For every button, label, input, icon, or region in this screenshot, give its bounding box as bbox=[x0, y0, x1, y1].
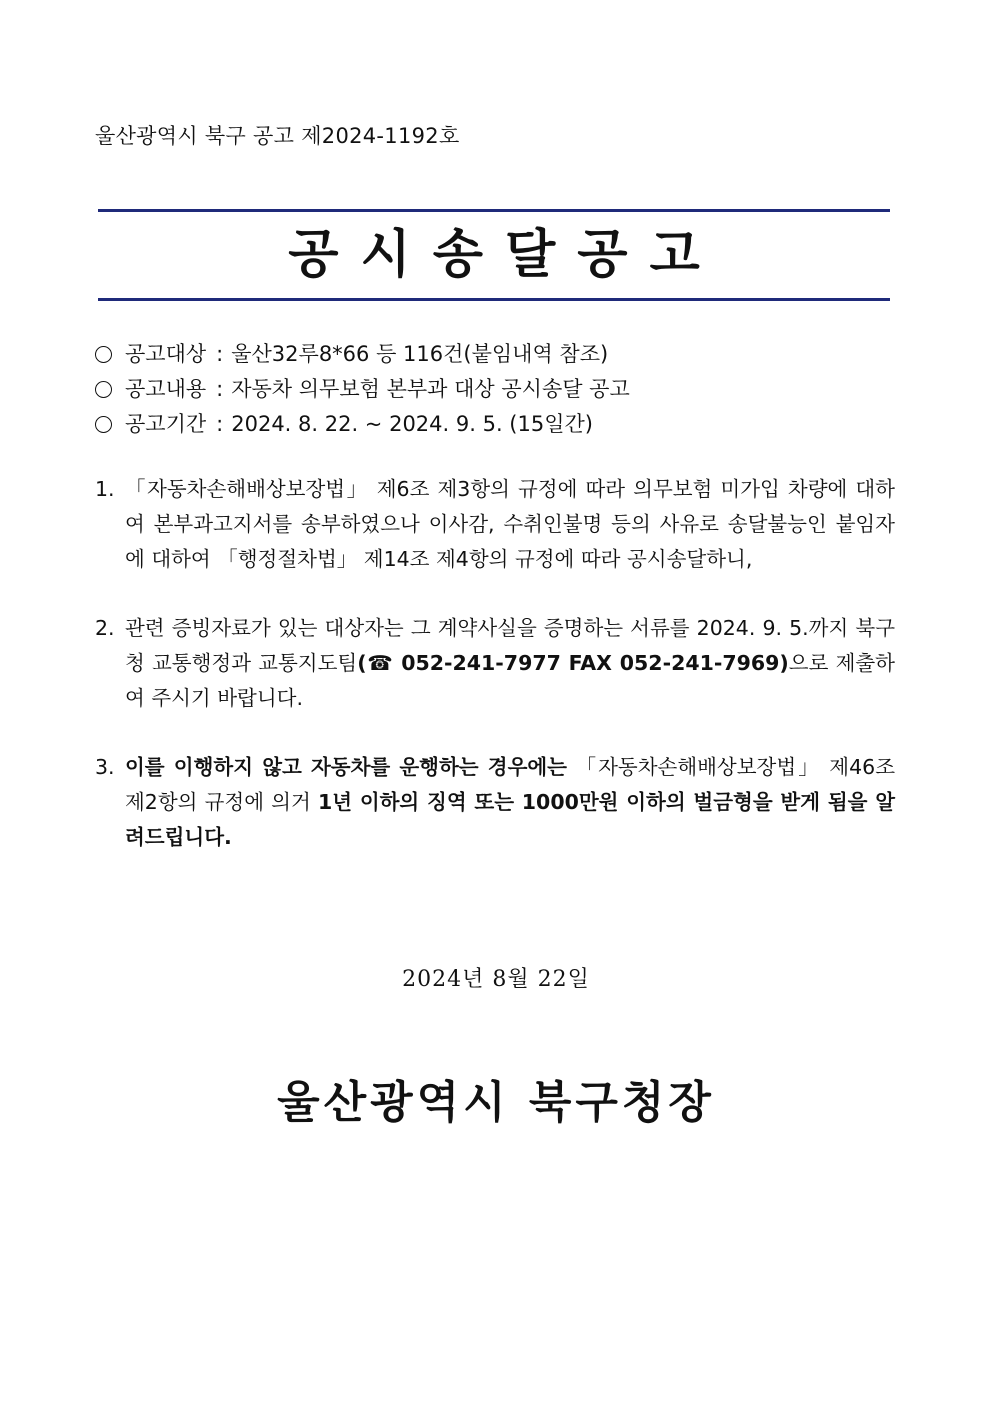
paragraph-text-part: 「자동차손해배상보장법」 제46조 제2항의 규정에 의거 bbox=[125, 755, 895, 814]
paragraph-1 bbox=[95, 472, 895, 577]
paragraph-number: 2. bbox=[95, 616, 115, 640]
summary-row-target bbox=[95, 337, 895, 372]
circle-bullet-icon bbox=[95, 381, 112, 398]
summary-value: 울산32루8*66 등 116건(붙임내역 참조) bbox=[231, 342, 609, 366]
summary-value: 2024. 8. 22. ~ 2024. 9. 5. (15일간) bbox=[231, 412, 593, 436]
warning-text: 이를 이행하지 않고 자동차를 운행하는 경우에는 bbox=[125, 755, 567, 779]
issuer-name: 울산광역시 북구청장 bbox=[277, 1077, 715, 1128]
summary-label: 공고대상 bbox=[125, 342, 207, 366]
paragraph-text-part: 으로 제출하여 주시기 바랍니다. bbox=[125, 651, 895, 710]
summary-row-period bbox=[95, 407, 895, 442]
summary-colon: : bbox=[216, 412, 224, 436]
paragraph-2 bbox=[95, 611, 895, 716]
notice-date: 2024년 8월 22일 bbox=[402, 967, 590, 992]
paragraph-number: 3. bbox=[95, 755, 115, 779]
summary-row-content bbox=[95, 372, 895, 407]
summary-value: 자동차 의무보험 본부과 대상 공시송달 공고 bbox=[231, 377, 630, 401]
summary-label: 공고내용 bbox=[125, 377, 207, 401]
notice-number: 울산광역시 북구 공고 제2024-1192호 bbox=[95, 124, 460, 148]
paragraph-text bbox=[125, 750, 895, 855]
summary-label: 공고기간 bbox=[125, 412, 207, 436]
circle-bullet-icon bbox=[95, 416, 112, 433]
title-rule-top bbox=[98, 209, 890, 212]
paragraph-number: 1. bbox=[95, 477, 115, 501]
title-rule-bottom bbox=[98, 298, 890, 301]
circle-bullet-icon bbox=[95, 346, 112, 363]
document-title: 공시송달공고 bbox=[288, 225, 722, 285]
paragraph-text-part: 관련 증빙자료가 있는 대상자는 그 계약사실을 증명하는 서류를 2024. 9. 5.까지 북구청 교통행정과 교통지도팀 bbox=[125, 616, 895, 675]
paragraph-text bbox=[125, 611, 895, 716]
contact-info: (☎ 052-241-7977 FAX 052-241-7969) bbox=[357, 651, 789, 675]
summary-list bbox=[95, 337, 895, 442]
paragraph-3 bbox=[95, 750, 895, 855]
paragraph-text: 「자동차손해배상보장법」 제6조 제3항의 규정에 따라 의무보험 미가입 차량에 대하여 본부과고지서를 송부하였으나 이사감, 수취인불명 등의 사유로 송달불능인 붙임자에 대하여 「행정절차법」 제14조 제4항의 규정에 따라 공시송달하니, bbox=[125, 477, 895, 571]
penalty-text: 1년 이하의 징역 또는 1000만원 이하의 벌금형을 받게 됨을 알려드립니다. bbox=[125, 790, 896, 849]
summary-colon: : bbox=[216, 377, 224, 401]
summary-colon: : bbox=[216, 342, 224, 366]
